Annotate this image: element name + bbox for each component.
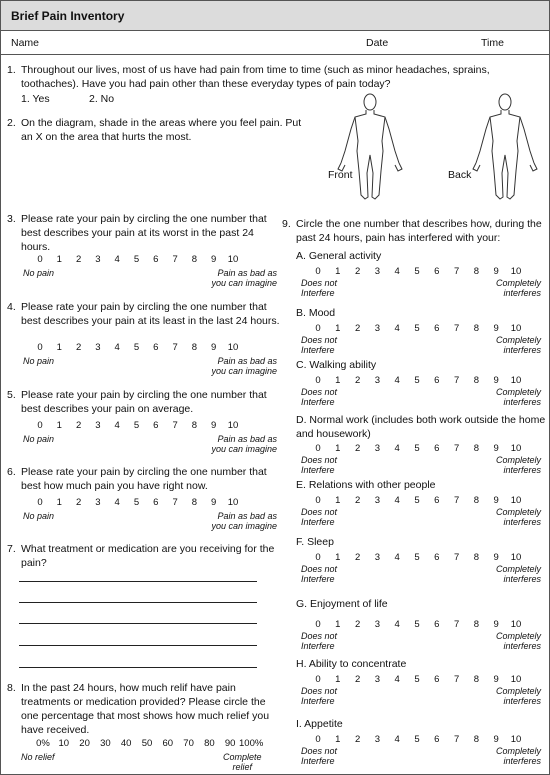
q9-item-2-option-10[interactable]: 10 xyxy=(510,375,522,386)
q9-item-5-option-2[interactable]: 2 xyxy=(354,552,361,563)
q9-item-4-option-4[interactable]: 4 xyxy=(394,495,400,506)
q9-item-0-option-7[interactable]: 7 xyxy=(453,266,460,277)
q5-scale-option-2[interactable]: 2 xyxy=(75,420,82,431)
q6-scale-option-3[interactable]: 3 xyxy=(95,497,101,508)
q9-item-7-anchor-right2: interferes xyxy=(503,696,541,706)
q4-anchor-right1: Pain as bad as xyxy=(217,356,277,366)
back-label: Back xyxy=(448,169,472,181)
q9-item-6-option-1[interactable]: 1 xyxy=(335,619,341,630)
q9-item-6-option-6[interactable]: 6 xyxy=(434,619,440,630)
q9-item-6-option-8[interactable]: 8 xyxy=(473,619,480,630)
q3-scale-option-3[interactable]: 3 xyxy=(95,254,101,265)
q9-item-4-option-10[interactable]: 10 xyxy=(510,495,522,506)
q4-anchor-left: No pain xyxy=(23,356,55,366)
q9-item-6-anchor-left1: Does not xyxy=(301,631,338,641)
q9-item-8-anchor-right2: interferes xyxy=(503,756,541,766)
q4-scale-option-4[interactable]: 4 xyxy=(114,342,120,353)
q9-item-8-option-0[interactable]: 0 xyxy=(315,734,321,745)
q9-item-3-anchor-right1: Completely xyxy=(495,455,541,465)
q9-item-3-option-5[interactable]: 5 xyxy=(414,443,420,454)
answer-line-1[interactable] xyxy=(19,581,257,582)
q4-scale-option-10[interactable]: 10 xyxy=(227,342,239,353)
q3-anchor-right2: you can imagine xyxy=(211,278,277,288)
q9-item-8-option-2[interactable]: 2 xyxy=(354,734,361,745)
q5-scale-option-5[interactable]: 5 xyxy=(133,420,140,431)
q9-item-7-option-2[interactable]: 2 xyxy=(354,674,361,685)
q3-scale-option-2[interactable]: 2 xyxy=(75,254,82,265)
q6-scale-option-8[interactable]: 8 xyxy=(191,497,198,508)
q5-scale-option-10[interactable]: 10 xyxy=(227,420,239,431)
q3-scale-option-4[interactable]: 4 xyxy=(114,254,120,265)
q9-item-2-option-8[interactable]: 8 xyxy=(473,375,480,386)
q5-anchor-right1: Pain as bad as xyxy=(217,434,277,444)
q5-scale-option-0[interactable]: 0 xyxy=(37,420,43,431)
q9-item-7-option-8[interactable]: 8 xyxy=(473,674,480,685)
q9-item-1-option-8[interactable]: 8 xyxy=(473,323,480,334)
q9-item-5-option-8[interactable]: 8 xyxy=(473,552,480,563)
q6-scale-option-10[interactable]: 10 xyxy=(227,497,239,508)
q9-item-6-anchor-right1: Completely xyxy=(495,631,541,641)
q9-item-8: I. Appetite xyxy=(296,718,343,730)
front-body-diagram[interactable] xyxy=(329,93,411,203)
q9-item-4-option-2[interactable]: 2 xyxy=(354,495,361,506)
q8-scale-option-10[interactable]: 100% xyxy=(239,738,264,749)
q4-scale-option-0[interactable]: 0 xyxy=(37,342,43,353)
q9-item-3-anchor-left1: Does not xyxy=(301,455,338,465)
q9-item-6-option-9[interactable]: 9 xyxy=(493,619,499,630)
q9-item-2-option-3[interactable]: 3 xyxy=(374,375,381,386)
q9-item-8-option-10[interactable]: 10 xyxy=(510,734,522,745)
q9-item-8-option-7[interactable]: 7 xyxy=(453,734,460,745)
q9-item-8-option-4[interactable]: 4 xyxy=(394,734,400,745)
q9-item-3-option-8[interactable]: 8 xyxy=(473,443,480,454)
q4-scale-option-2[interactable]: 2 xyxy=(75,342,82,353)
q9-item-0-option-5[interactable]: 5 xyxy=(414,266,420,277)
q9-item-7-anchor-left2: Interfere xyxy=(301,696,335,706)
q9-item-7-option-6[interactable]: 6 xyxy=(434,674,440,685)
q9-item-6-option-3[interactable]: 3 xyxy=(374,619,381,630)
q9-item-8-option-9[interactable]: 9 xyxy=(493,734,499,745)
q9-item-7-option-0[interactable]: 0 xyxy=(315,674,321,685)
q9-item-1-anchor-right2: interferes xyxy=(503,345,541,355)
q9-item-1-option-3[interactable]: 3 xyxy=(374,323,381,334)
q9-item-7-option-1[interactable]: 1 xyxy=(335,674,341,685)
question-6: 6. Please rate your pain by circling the one number that best how much pain you have right now. xyxy=(7,466,267,492)
q1-option-yes[interactable]: 1. Yes xyxy=(21,93,50,105)
q8-scale-option-4[interactable]: 40 xyxy=(120,738,132,749)
q9-item-0-option-2[interactable]: 2 xyxy=(354,266,361,277)
q9-item-5-anchor-left1: Does not xyxy=(301,564,338,574)
q9-item-3-option-0[interactable]: 0 xyxy=(315,443,321,454)
q9-item-3-option-4[interactable]: 4 xyxy=(394,443,400,454)
answer-line-2[interactable] xyxy=(19,602,257,603)
q6-anchor-left: No pain xyxy=(23,511,55,521)
q9-item-4-option-3[interactable]: 3 xyxy=(374,495,381,506)
q9-item-5-option-10[interactable]: 10 xyxy=(510,552,522,563)
q9-item-8-anchor-left1: Does not xyxy=(301,746,338,756)
q9-item-4-anchor-right2: interferes xyxy=(503,517,541,527)
q9-item-4-option-7[interactable]: 7 xyxy=(453,495,460,506)
q9-item-6-anchor-left2: Interfere xyxy=(301,641,335,651)
q9-item-7-option-10[interactable]: 10 xyxy=(510,674,522,685)
question-3: 3. Please rate your pain by circling the one number that best describes your pain at its worst in the past 24 hours. xyxy=(7,213,267,253)
q9-item-8-option-8[interactable]: 8 xyxy=(473,734,480,745)
q6-scale-option-0[interactable]: 0 xyxy=(37,497,43,508)
q9-item-7-option-4[interactable]: 4 xyxy=(394,674,400,685)
q3-scale-option-8[interactable]: 8 xyxy=(191,254,198,265)
q8-scale-option-1[interactable]: 10 xyxy=(58,738,70,749)
q9-item-1-option-1[interactable]: 1 xyxy=(335,323,341,334)
q5-scale-option-7[interactable]: 7 xyxy=(172,420,178,431)
q3-scale-option-7[interactable]: 7 xyxy=(172,254,178,265)
q9-item-2-anchor-left2: Interfere xyxy=(301,397,335,407)
q6-anchor-right2: you can imagine xyxy=(211,521,277,531)
question-7: 7. What treatment or medication are you receiving for the pain? xyxy=(7,543,275,569)
q5-scale-option-3[interactable]: 3 xyxy=(95,420,101,431)
q9-item-1: B. Mood xyxy=(296,307,336,319)
q9-item-1-anchor-left1: Does not xyxy=(301,335,338,345)
q9-item-0-option-8[interactable]: 8 xyxy=(473,266,480,277)
q6-scale-option-2[interactable]: 2 xyxy=(75,497,82,508)
q9-item-8-option-5[interactable]: 5 xyxy=(414,734,420,745)
front-label: Front xyxy=(328,169,353,181)
q3-scale-option-5[interactable]: 5 xyxy=(133,254,140,265)
q8-scale-option-2[interactable]: 20 xyxy=(79,738,90,749)
question-8: 8. In the past 24 hours, how much relif have pain treatments or medication provided? Please circle the one percentage that most shows how much relief you have received. xyxy=(7,682,270,736)
back-body-diagram[interactable] xyxy=(464,93,546,203)
q9-item-8-anchor-right1: Completely xyxy=(495,746,541,756)
q9-item-7-option-3[interactable]: 3 xyxy=(374,674,381,685)
q9-item-5-option-9[interactable]: 9 xyxy=(493,552,499,563)
q9-item-0: A. General activity xyxy=(296,250,382,262)
q9-item-1-anchor-right1: Completely xyxy=(495,335,541,345)
q9-item-3-option-1[interactable]: 1 xyxy=(335,443,341,454)
q9-item-2-anchor-left1: Does not xyxy=(301,387,338,397)
q9-item-6-option-2[interactable]: 2 xyxy=(354,619,361,630)
time-label: Time xyxy=(481,37,504,49)
q9-item-4-anchor-left1: Does not xyxy=(301,507,338,517)
q9-item-5-option-0[interactable]: 0 xyxy=(315,552,321,563)
q4-scale-option-3[interactable]: 3 xyxy=(95,342,101,353)
q8-scale-option-3[interactable]: 30 xyxy=(100,738,111,749)
q9-item-5-option-3[interactable]: 3 xyxy=(374,552,381,563)
q6-anchor-right1: Pain as bad as xyxy=(217,511,277,521)
q9-item-2-option-2[interactable]: 2 xyxy=(354,375,361,386)
q9-item-2-anchor-right1: Completely xyxy=(495,387,541,397)
q9-item-3-option-2[interactable]: 2 xyxy=(354,443,361,454)
q9-item-0-option-9[interactable]: 9 xyxy=(493,266,499,277)
q9-item-0-option-3[interactable]: 3 xyxy=(374,266,381,277)
q9-item-0-anchor-right1: Completely xyxy=(495,278,541,288)
q8-scale-option-9[interactable]: 90 xyxy=(224,738,236,749)
q9-item-1-option-2[interactable]: 2 xyxy=(354,323,361,334)
q8-scale-option-7[interactable]: 70 xyxy=(183,738,194,749)
q9-item-8-anchor-left2: Interfere xyxy=(301,756,335,766)
q9-item-4-anchor-right1: Completely xyxy=(495,507,541,517)
q9-item-5-anchor-right1: Completely xyxy=(495,564,541,574)
name-label: Name xyxy=(11,37,40,49)
q9-item-5-anchor-left2: Interfere xyxy=(301,574,335,584)
q8-scale-option-8[interactable]: 80 xyxy=(204,738,215,749)
q8-anchor-left: No relief xyxy=(21,752,55,762)
q9-item-6-option-5[interactable]: 5 xyxy=(414,619,420,630)
form-title: Brief Pain Inventory xyxy=(1,1,549,31)
q3-scale-option-0[interactable]: 0 xyxy=(37,254,43,265)
q9-item-6-anchor-right2: interferes xyxy=(503,641,541,651)
q9-item-4-option-9[interactable]: 9 xyxy=(493,495,499,506)
q9-item-0-option-1[interactable]: 1 xyxy=(335,266,341,277)
q9-item-2-option-4[interactable]: 4 xyxy=(394,375,400,386)
q9-item-0-option-0[interactable]: 0 xyxy=(315,266,321,277)
q9-item-7-anchor-right1: Completely xyxy=(495,686,541,696)
question-9: 9. Circle the one number that describes how, during the past 24 hours, pain has interfered with your: xyxy=(282,218,542,244)
q9-item-2-option-1[interactable]: 1 xyxy=(335,375,341,386)
q9-item-5: F. Sleep xyxy=(296,536,334,548)
question-4: 4. Please rate your pain by circling the one number that best describes your pain at its least in the last 24 hours. xyxy=(7,301,280,327)
q4-scale-option-1[interactable]: 1 xyxy=(56,342,62,353)
q9-item-3-anchor-right2: interferes xyxy=(503,465,541,475)
answer-line-3[interactable] xyxy=(19,623,257,624)
q9-item-4-option-8[interactable]: 8 xyxy=(473,495,480,506)
q9-item-6-option-10[interactable]: 10 xyxy=(510,619,522,630)
q6-scale-option-9[interactable]: 9 xyxy=(211,497,217,508)
question-5: 5. Please rate your pain by circling the one number that best describes your pain on average. xyxy=(7,389,267,415)
q4-scale-option-5[interactable]: 5 xyxy=(133,342,140,353)
q9-item-4-option-1[interactable]: 1 xyxy=(335,495,341,506)
q1-option-no[interactable]: 2. No xyxy=(89,93,115,105)
q3-scale-option-9[interactable]: 9 xyxy=(211,254,217,265)
q5-scale-option-8[interactable]: 8 xyxy=(191,420,198,431)
q9-item-2-anchor-right2: interferes xyxy=(503,397,541,407)
q9-item-2-option-0[interactable]: 0 xyxy=(315,375,321,386)
q9-item-3-option-10[interactable]: 10 xyxy=(510,443,522,454)
q9-item-1-option-6[interactable]: 6 xyxy=(434,323,440,334)
q9-item-1-option-7[interactable]: 7 xyxy=(453,323,460,334)
q3-scale-option-10[interactable]: 10 xyxy=(227,254,239,265)
q9-item-8-option-6[interactable]: 6 xyxy=(434,734,440,745)
q9-item-3-option-6[interactable]: 6 xyxy=(434,443,440,454)
q4-scale-option-6[interactable]: 6 xyxy=(153,342,159,353)
q9-item-1-option-5[interactable]: 5 xyxy=(414,323,420,334)
answer-line-4[interactable] xyxy=(19,645,257,646)
q5-scale-option-6[interactable]: 6 xyxy=(153,420,159,431)
q9-item-2: C. Walking ability xyxy=(296,359,377,371)
q3-scale-option-1[interactable]: 1 xyxy=(56,254,62,265)
q8-scale-option-6[interactable]: 60 xyxy=(162,738,174,749)
q5-anchor-right2: you can imagine xyxy=(211,444,277,454)
q8-scale-option-5[interactable]: 50 xyxy=(141,738,153,749)
answer-line-5[interactable] xyxy=(19,667,257,668)
q5-scale-option-1[interactable]: 1 xyxy=(56,420,62,431)
q9-item-3-anchor-left2: Interfere xyxy=(301,465,335,475)
q9-item-5-option-6[interactable]: 6 xyxy=(434,552,440,563)
q9-item-6-option-0[interactable]: 0 xyxy=(315,619,321,630)
q9-item-3: D. Normal work (includes both work outside the home and housework) xyxy=(296,414,546,440)
q9-item-7-anchor-left1: Does not xyxy=(301,686,338,696)
q9-item-4-anchor-left2: Interfere xyxy=(301,517,335,527)
q6-scale-option-6[interactable]: 6 xyxy=(153,497,159,508)
q4-scale-option-8[interactable]: 8 xyxy=(191,342,198,353)
q9-item-5-option-1[interactable]: 1 xyxy=(335,552,341,563)
q9-item-7-option-7[interactable]: 7 xyxy=(453,674,460,685)
question-2: 2. On the diagram, shade in the areas where you feel pain. Put an X on the area that hurts the most. xyxy=(7,117,302,143)
q9-item-1-anchor-left2: Interfere xyxy=(301,345,335,355)
q9-item-4-option-6[interactable]: 6 xyxy=(434,495,440,506)
q4-scale-option-9[interactable]: 9 xyxy=(211,342,217,353)
q3-anchor-right1: Pain as bad as xyxy=(217,268,277,278)
q9-item-6-option-4[interactable]: 4 xyxy=(394,619,400,630)
q9-item-7-option-9[interactable]: 9 xyxy=(493,674,499,685)
q3-anchor-left: No pain xyxy=(23,268,55,278)
q9-item-2-option-5[interactable]: 5 xyxy=(414,375,420,386)
q9-item-0-anchor-left2: Interfere xyxy=(301,288,335,298)
q4-anchor-right2: you can imagine xyxy=(211,366,277,376)
q8-anchor-right: Complete relief xyxy=(223,752,262,772)
q9-item-3-option-7[interactable]: 7 xyxy=(453,443,460,454)
q9-item-7: H. Ability to concentrate xyxy=(296,658,407,670)
q6-scale-option-7[interactable]: 7 xyxy=(172,497,178,508)
q9-item-2-option-7[interactable]: 7 xyxy=(453,375,460,386)
q5-anchor-left: No pain xyxy=(23,434,55,444)
q9-item-4: E. Relations with other people xyxy=(296,479,436,491)
q5-scale-option-9[interactable]: 9 xyxy=(211,420,217,431)
q5-scale-option-4[interactable]: 4 xyxy=(114,420,120,431)
q9-item-3-option-3[interactable]: 3 xyxy=(374,443,381,454)
q6-scale-option-5[interactable]: 5 xyxy=(133,497,140,508)
q9-item-2-option-9[interactable]: 9 xyxy=(493,375,499,386)
q9-item-8-option-1[interactable]: 1 xyxy=(335,734,341,745)
q9-item-0-option-6[interactable]: 6 xyxy=(434,266,440,277)
q4-scale-option-7[interactable]: 7 xyxy=(172,342,178,353)
q9-item-1-option-4[interactable]: 4 xyxy=(394,323,400,334)
q8-scale-option-0[interactable]: 0% xyxy=(36,738,50,749)
q9-item-6-option-7[interactable]: 7 xyxy=(453,619,460,630)
question-1: 1. Throughout our lives, most of us have had pain from time to time (such as minor headaches, sprains, toothaches). Have you had pain other than these everyday types of pain today? xyxy=(7,64,490,90)
q9-item-1-option-9[interactable]: 9 xyxy=(493,323,499,334)
q9-item-5-option-4[interactable]: 4 xyxy=(394,552,400,563)
q9-item-2-option-6[interactable]: 6 xyxy=(434,375,440,386)
q6-scale-option-4[interactable]: 4 xyxy=(114,497,120,508)
q3-scale-option-6[interactable]: 6 xyxy=(153,254,159,265)
q9-item-8-option-3[interactable]: 3 xyxy=(374,734,381,745)
q9-item-5-option-5[interactable]: 5 xyxy=(414,552,420,563)
header-divider xyxy=(1,54,549,55)
q9-item-3-option-9[interactable]: 9 xyxy=(493,443,499,454)
q9-item-0-anchor-right2: interferes xyxy=(503,288,541,298)
q9-item-1-option-10[interactable]: 10 xyxy=(510,323,522,334)
date-label: Date xyxy=(366,37,389,49)
q9-item-4-option-5[interactable]: 5 xyxy=(414,495,420,506)
q9-item-0-option-4[interactable]: 4 xyxy=(394,266,400,277)
q9-item-1-option-0[interactable]: 0 xyxy=(315,323,321,334)
q9-item-0-option-10[interactable]: 10 xyxy=(510,266,522,277)
q9-item-0-anchor-left1: Does not xyxy=(301,278,338,288)
q9-item-6: G. Enjoyment of life xyxy=(296,598,388,610)
q9-item-4-option-0[interactable]: 0 xyxy=(315,495,321,506)
q9-item-7-option-5[interactable]: 5 xyxy=(414,674,420,685)
q9-item-5-option-7[interactable]: 7 xyxy=(453,552,460,563)
q9-item-5-anchor-right2: interferes xyxy=(503,574,541,584)
q6-scale-option-1[interactable]: 1 xyxy=(56,497,62,508)
